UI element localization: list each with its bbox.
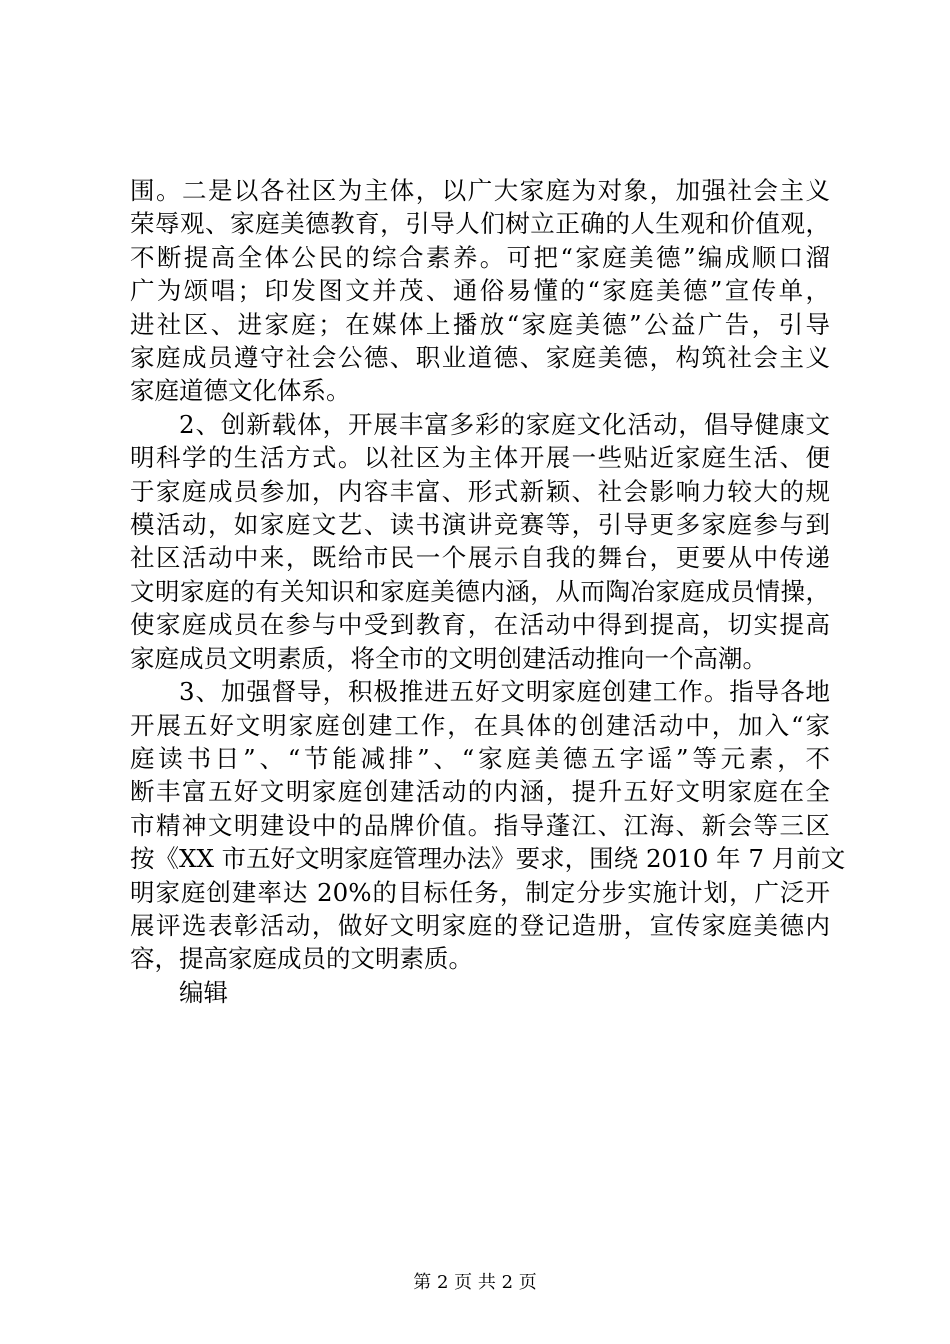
paragraph-3-first-line: 3、加强督导，积极推进五好文明家庭创建工作。指导各地 <box>179 677 830 707</box>
text-line: 明家庭创建率达 20%的目标任务，制定分步实施计划，广泛开 <box>130 877 830 907</box>
text-line: 市精神文明建设中的品牌价值。指导蓬江、江海、新会等三区 <box>130 810 830 840</box>
body-text <box>130 174 846 1009</box>
page-footer <box>0 1271 950 1295</box>
edit-label: 编辑 <box>179 977 228 1007</box>
text-line: 进社区、进家庭；在媒体上播放“家庭美德”公益广告，引导 <box>130 309 830 339</box>
text-line: 开展五好文明家庭创建工作，在具体的创建活动中，加入“家 <box>130 710 830 740</box>
text-line: 围。二是以各社区为主体，以广大家庭为对象，加强社会主义 <box>130 176 830 205</box>
text-line: 按《XX 市五好文明家庭管理办法》要求，围绕 2010 年 7 月前文 <box>130 844 846 874</box>
text-line: 家庭成员遵守社会公德、职业道德、家庭美德，构筑社会主义 <box>130 343 830 373</box>
text-line: 于家庭成员参加，内容丰富、形式新颖、社会影响力较大的规 <box>130 476 830 506</box>
paragraph-2-first-line: 2、创新载体，开展丰富多彩的家庭文化活动，倡导健康文 <box>179 409 830 439</box>
text-line: 容，提高家庭成员的文明素质。 <box>130 944 473 974</box>
text-line: 断丰富五好文明家庭创建活动的内涵，提升五好文明家庭在全 <box>130 777 830 807</box>
text-line: 使家庭成员在参与中受到教育，在活动中得到提高，切实提高 <box>130 610 830 640</box>
text-line: 广为颂唱；印发图文并茂、通俗易懂的“家庭美德”宣传单， <box>130 276 830 306</box>
page-number: 第 2 页 共 2 页 <box>413 1272 537 1293</box>
text-line: 荣辱观、家庭美德教育，引导人们树立正确的人生观和价值观， <box>130 209 830 239</box>
text-line: 模活动，如家庭文艺、读书演讲竞赛等，引导更多家庭参与到 <box>130 510 830 540</box>
text-line: 家庭成员文明素质，将全市的文明创建活动推向一个高潮。 <box>130 643 767 673</box>
text-line: 家庭道德文化体系。 <box>130 376 351 406</box>
text-line: 不断提高全体公民的综合素养。可把“家庭美德”编成顺口溜 <box>130 242 830 272</box>
text-line: 社区活动中来，既给市民一个展示自我的舞台，更要从中传递 <box>130 543 830 573</box>
text-line: 庭读书日”、“节能减排”、“家庭美德五字谣”等元素，不 <box>130 743 830 773</box>
text-line: 明科学的生活方式。以社区为主体开展一些贴近家庭生活、便 <box>130 443 830 473</box>
text-line: 文明家庭的有关知识和家庭美德内涵，从而陶冶家庭成员情操， <box>130 576 830 606</box>
text-line: 展评选表彰活动，做好文明家庭的登记造册，宣传家庭美德内 <box>130 910 830 940</box>
